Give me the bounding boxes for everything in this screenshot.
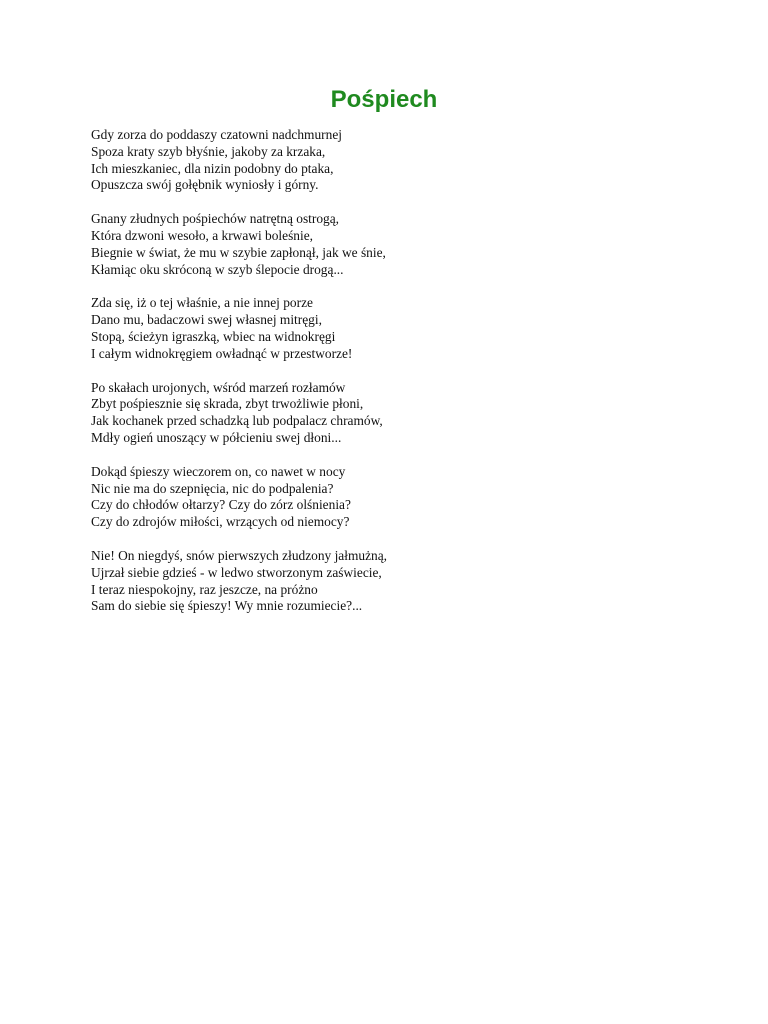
poem-line: Kłamiąc oku skróconą w szyb ślepocie drogą... — [91, 261, 344, 277]
stanza-6 — [91, 548, 711, 615]
poem-title: Pośpiech — [330, 86, 438, 113]
poem-line: Jak kochanek przed schadzką lub podpalacz chramów, — [91, 413, 383, 429]
poem-line: Zbyt pośpiesznie się skrada, zbyt trwożliwie płoni, — [91, 396, 364, 412]
poem-line: I teraz niespokojny, raz jeszcze, na próżno — [91, 581, 318, 597]
poem-line: Spoza kraty szyb błyśnie, jakoby za krzaka, — [91, 143, 326, 159]
poem-body — [91, 127, 711, 632]
poem-line: Ich mieszkaniec, dla nizin podobny do ptaka, — [91, 160, 334, 176]
poem-line: Nic nie ma do szepnięcia, nic do podpalenia? — [91, 480, 334, 496]
poem-line: Czy do zdrojów miłości, wrzących od niemocy? — [91, 514, 350, 530]
stanza-3 — [91, 295, 711, 362]
poem-line: Ujrzał siebie gdzieś - w ledwo stworzonym zaświecie, — [91, 564, 382, 580]
poem-line: Stopą, ścieżyn igraszką, wbiec na widnokręgi — [91, 328, 336, 344]
poem-line: Gdy zorza do poddaszy czatowni nadchmurnej — [91, 127, 342, 142]
poem-line: Czy do chłodów ołtarzy? Czy do zórz olśnienia? — [91, 497, 351, 513]
poem-line: Opuszcza swój gołębnik wyniosły i górny. — [91, 177, 319, 193]
stanza-4 — [91, 380, 711, 447]
poem-line: Dokąd śpieszy wieczorem on, co nawet w nocy — [91, 463, 346, 479]
poem-line: Biegnie w świat, że mu w szybie zapłonął, jak we śnie, — [91, 244, 386, 260]
poem-line: Gnany złudnych pośpiechów natrętną ostrogą, — [91, 211, 340, 227]
poem-line: Po skałach urojonych, wśród marzeń rozłamów — [91, 379, 346, 395]
poem-line: Dano mu, badaczowi swej własnej mitręgi, — [91, 312, 322, 328]
stanza-2 — [91, 211, 711, 278]
poem-line: Która dzwoni wesoło, a krwawi boleśnie, — [91, 227, 314, 243]
stanza-1 — [91, 127, 711, 194]
stanza-5 — [91, 464, 711, 531]
poem-line: Sam do siebie się śpieszy! Wy mnie rozumiecie?... — [91, 598, 363, 614]
poem-line: I całym widnokręgiem owładnąć w przestworze! — [91, 345, 353, 361]
poem-line: Mdły ogień unoszący w półcieniu swej dłoni... — [91, 429, 342, 445]
poem-line: Nie! On niegdyś, snów pierwszych złudzony jałmużną, — [91, 547, 388, 563]
poem-line: Zda się, iż o tej właśnie, a nie innej porze — [91, 295, 313, 311]
